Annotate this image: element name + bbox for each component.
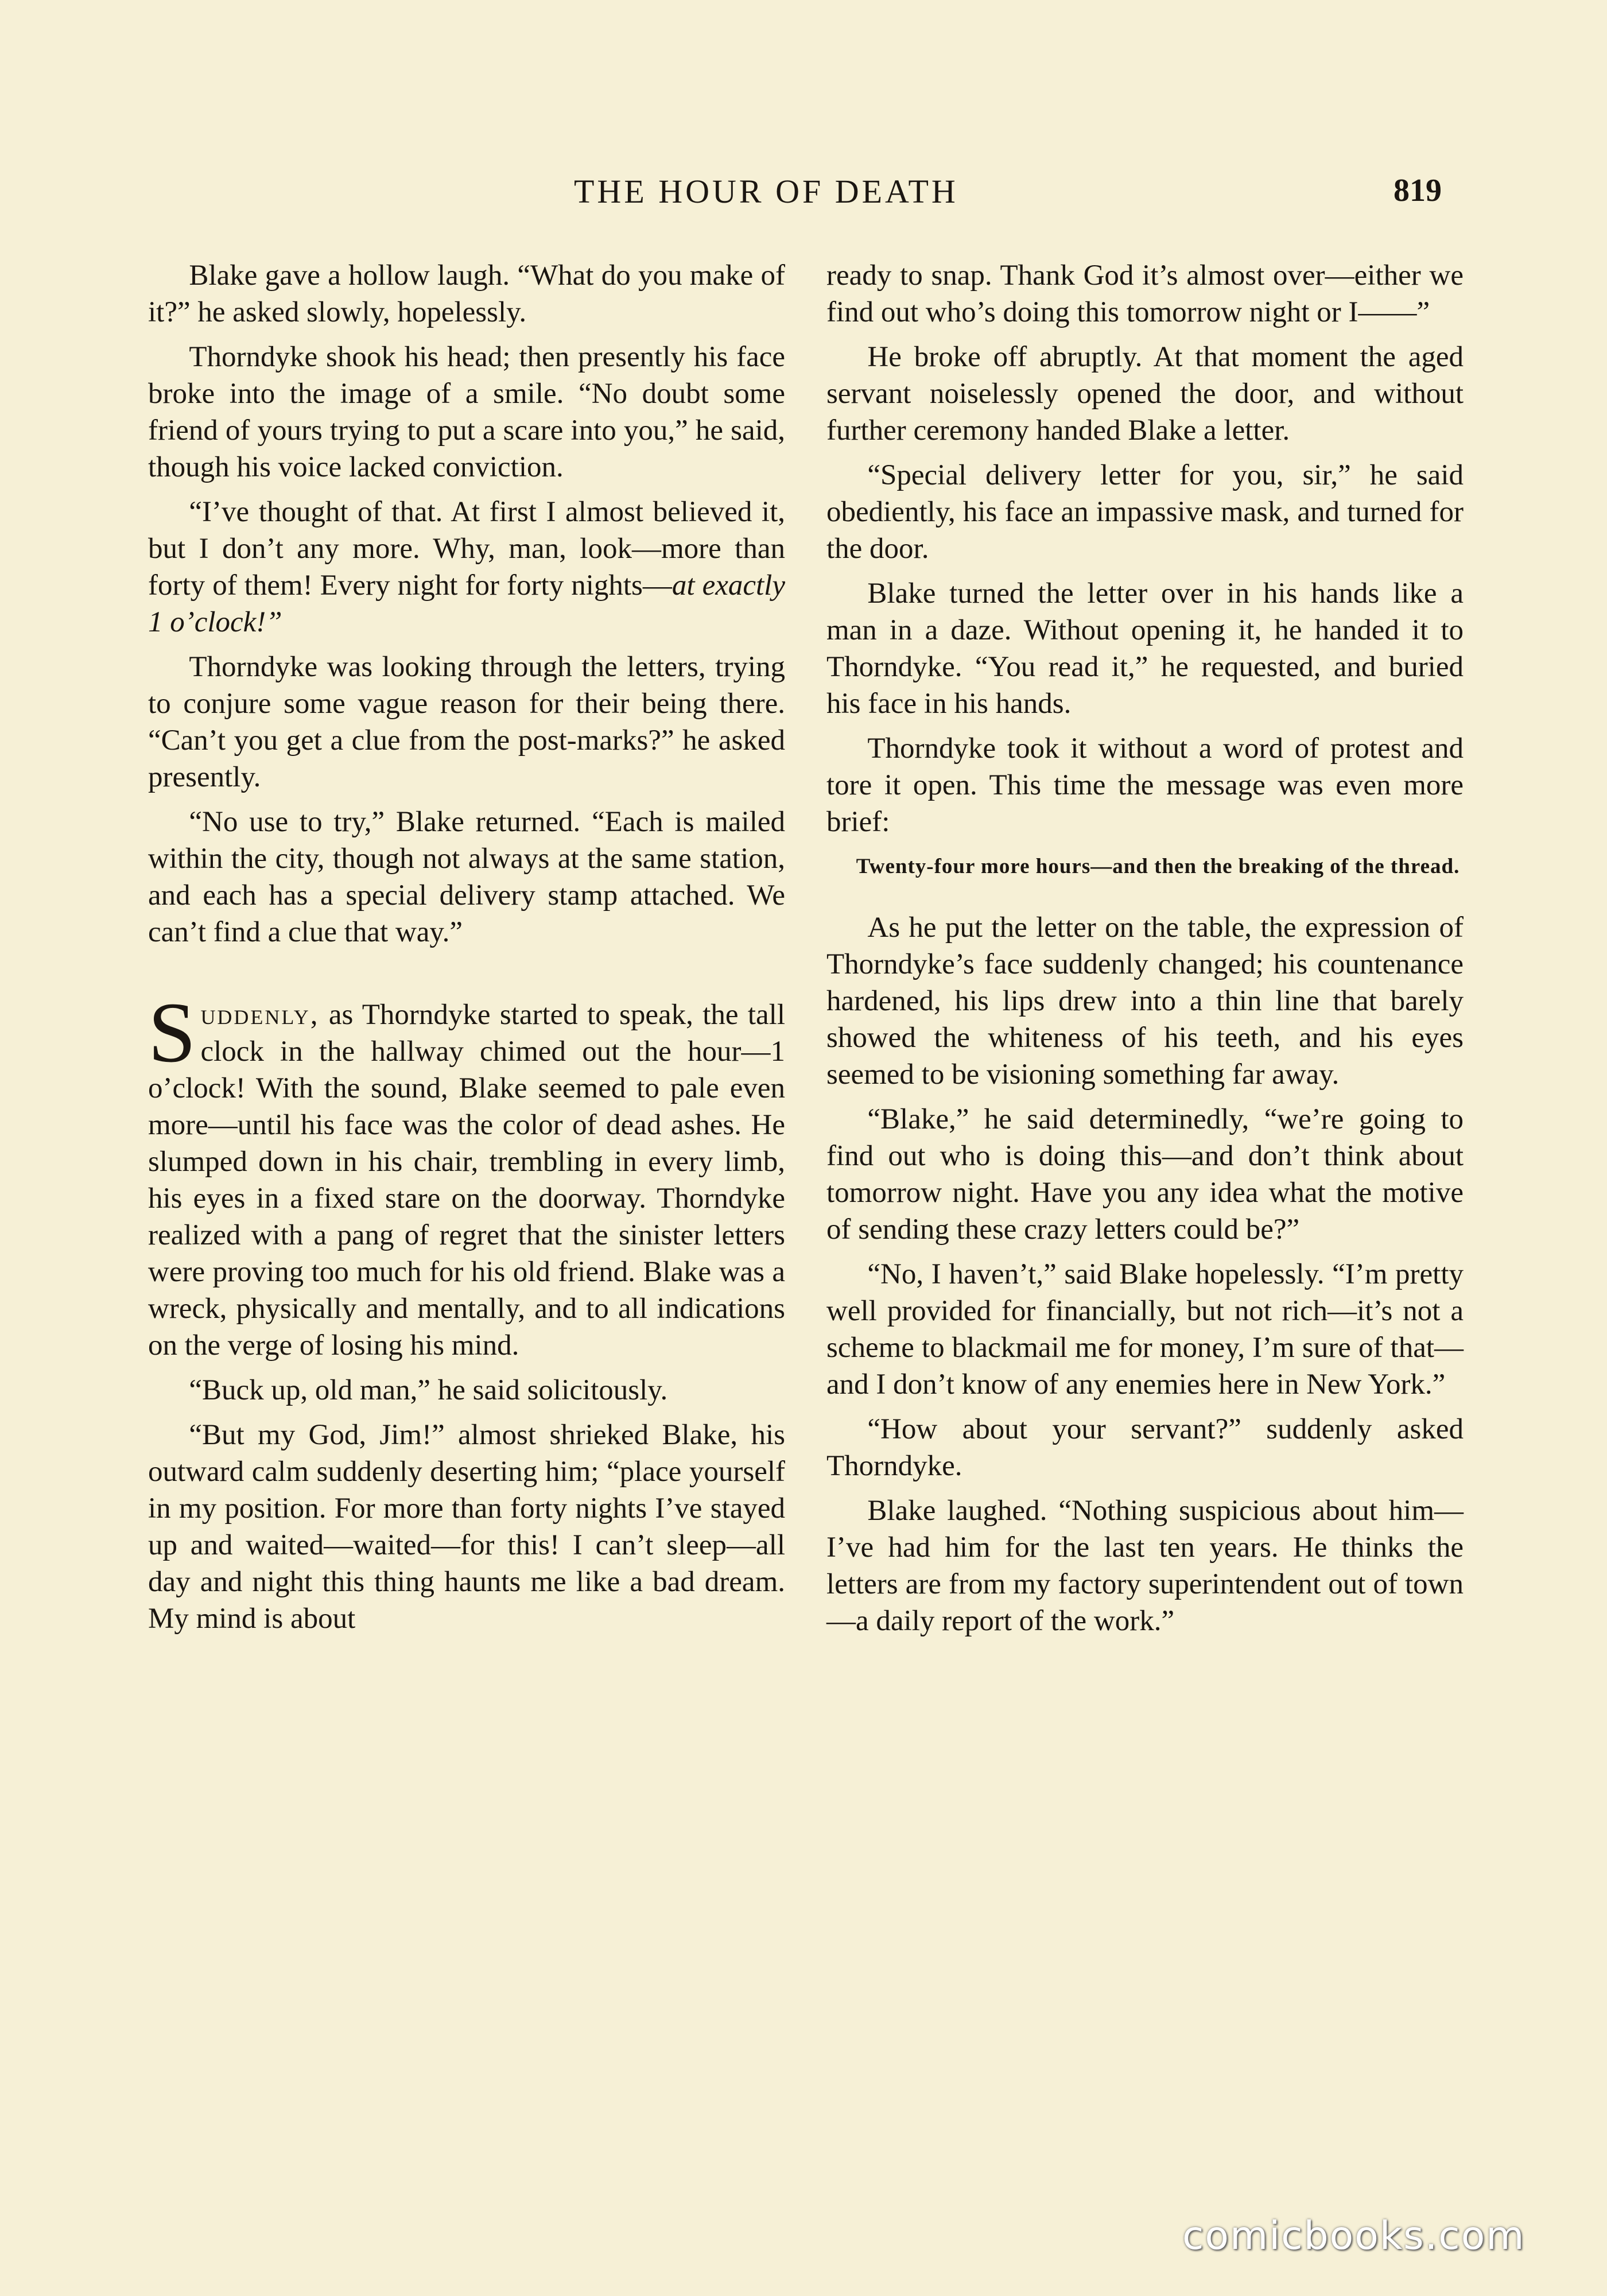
section-opening-paragraph xyxy=(148,985,785,1364)
paragraph: “Buck up, old man,” he said solicitously. xyxy=(189,1374,668,1406)
italic-emphasis: at exactly 1 o’clock!” xyxy=(148,569,785,638)
paragraph: “Blake,” he said determinedly, “we’re going to find out who is doing this—and don’t think about tomorrow night. Have you any idea what the motive of sending these crazy letters could be?” xyxy=(826,1103,1464,1246)
paragraph: Thorndyke took it without a word of protest and tore it open. This time the message was even more brief: xyxy=(826,732,1464,838)
paragraph-text: as Thorndyke started to speak, the tall clock in the hallway chimed out the hour—1 o’clock! With the sound, Blake seemed to pale even more—until his face was the color of dead ashes. He slumped down in his chair, trembling in every limb, his eyes in a fixed stare on the doorway. Thorndyke realized with a pang of regret that the sinister letters were proving too much for his old friend. Blake was a wreck, physically and mentally, and to all indications on the verge of losing his mind. xyxy=(148,999,785,1362)
paragraph: “But my God, Jim!” almost shrieked Blake, his outward calm suddenly deserting him; “place yourself in my position. For more than forty nights I’ve stayed up and waited—waited—for this! I can’t sleep—all day and night this thing haunts me like a bad dream. My mind is about xyxy=(148,1419,785,1635)
letter-message: Twenty-four more hours—and then the breaking of the thread. xyxy=(856,855,1460,878)
paragraph: “Special delivery letter for you, sir,” he said obediently, his face an impassive mask, and turned for the door. xyxy=(826,459,1464,565)
paragraph: Blake laughed. “Nothing suspicious about him—I’ve had him for the last ten years. He thinks the letters are from my factory superintendent out of town—a daily report of the work.” xyxy=(826,1495,1464,1637)
paragraph-text: “I’ve thought of that. At first I almost believed it, but I don’t any more. Why, man, look—more than forty of them! Every night for forty nights— xyxy=(148,496,785,602)
running-title: THE HOUR OF DEATH xyxy=(574,173,958,210)
page-header xyxy=(0,172,1607,218)
small-caps-lead: uddenly, xyxy=(200,999,320,1031)
paragraph: “No use to try,” Blake returned. “Each is mailed within the city, though not always at the same station, and each has a special delivery stamp attached. We can’t find a clue that way.” xyxy=(148,806,785,948)
right-column xyxy=(826,257,1464,1647)
paragraph: As he put the letter on the table, the expression of Thorndyke’s face suddenly changed; his countenance hardened, his lips drew into a thin line that barely showed the whiteness of his teeth, and his eyes seemed to be visioning something far away. xyxy=(826,912,1464,1091)
paragraph: “No, I haven’t,” said Blake hopelessly. “I’m pretty well provided for financially, but not rich—it’s not a scheme to blackmail me for money, I’m sure of that—and I don’t know of any enemies here in New York.” xyxy=(826,1258,1464,1401)
paragraph xyxy=(148,494,785,641)
paragraph: Thorndyke shook his head; then presently his face broke into the image of a smile. “No doubt some friend of yours trying to put a scare into you,” he said, though his voice lacked conviction. xyxy=(148,341,785,483)
paragraph: Blake turned the letter over in his hands like a man in a daze. Without opening it, he handed it to Thorndyke. “You read it,” he requested, and buried his face in his hands. xyxy=(826,577,1464,720)
drop-cap: S xyxy=(148,985,196,1080)
paragraph: Thorndyke was looking through the letters, trying to conjure some vague reason for their being there. “Can’t you get a clue from the post-marks?” he asked presently. xyxy=(148,651,785,793)
left-column xyxy=(148,257,785,1645)
paragraph: Blake gave a hollow laugh. “What do you make of it?” he asked slowly, hopelessly. xyxy=(148,259,785,328)
paragraph: “How about your servant?” suddenly asked Thorndyke. xyxy=(826,1413,1464,1482)
watermark: comicbooks.com xyxy=(1182,2213,1526,2259)
paragraph: ready to snap. Thank God it’s almost over—either we find out who’s doing this tomorrow night or I——” xyxy=(826,259,1464,328)
page-number: 819 xyxy=(1393,173,1442,208)
paragraph: He broke off abruptly. At that moment the aged servant noiselessly opened the door, and without further ceremony handed Blake a letter. xyxy=(826,341,1464,447)
